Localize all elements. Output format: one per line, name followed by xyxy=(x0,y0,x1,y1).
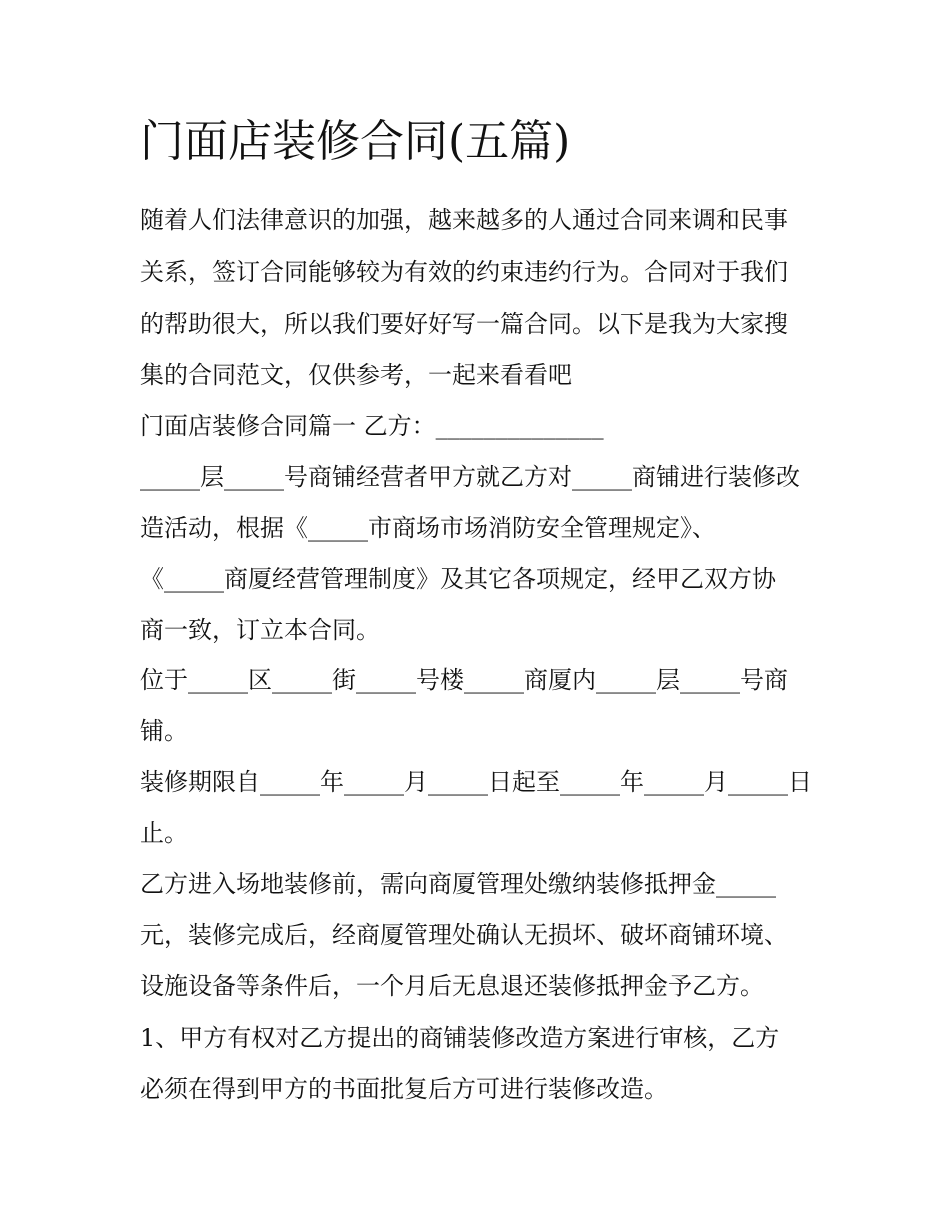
paragraph-line: 商一致，订立本合同。 xyxy=(140,616,380,644)
paragraph-line: 1、甲方有权对乙方提出的商铺装修改造方案进行审核，乙方 xyxy=(140,1024,780,1052)
paragraph-line: 装修期限自_____年_____月_____日起至_____年_____月_____日 xyxy=(140,768,812,796)
paragraph-line: 元，装修完成后，经商厦管理处确认无损坏、破坏商铺环境、 xyxy=(140,921,788,949)
paragraph-line: 的帮助很大，所以我们要好好写一篇合同。以下是我为大家搜 xyxy=(140,310,788,338)
document-title: 门面店装修合同(五篇) xyxy=(140,116,571,167)
paragraph-line: 止。 xyxy=(140,819,188,847)
paragraph-line: 集的合同范文，仅供参考，一起来看看吧 xyxy=(140,361,572,389)
paragraph-line: 乙方进入场地装修前，需向商厦管理处缴纳装修抵押金_____ xyxy=(140,870,776,898)
paragraph-line: 设施设备等条件后，一个月后无息退还装修抵押金予乙方。 xyxy=(140,972,764,1000)
paragraph-line: 造活动，根据《_____市商场市场消防安全管理规定》、 xyxy=(140,514,716,542)
paragraph-line: 关系，签订合同能够较为有效的约束违约行为。合同对于我们 xyxy=(140,258,788,286)
paragraph-line: 《_____商厦经营管理制度》及其它各项规定，经甲乙双方协 xyxy=(140,565,776,593)
paragraph-line: _____层_____号商铺经营者甲方就乙方对_____商铺进行装修改 xyxy=(140,463,800,491)
paragraph-line: 铺。 xyxy=(140,717,188,745)
paragraph-line: 必须在得到甲方的书面批复后方可进行装修改造。 xyxy=(140,1075,668,1103)
paragraph-line: 位于_____区_____街_____号楼_____商厦内_____层_____号商 xyxy=(140,666,788,694)
section-heading-line: 门面店装修合同篇一 乙方：______________ xyxy=(140,412,604,440)
paragraph-line: 随着人们法律意识的加强，越来越多的人通过合同来调和民事 xyxy=(140,206,788,234)
